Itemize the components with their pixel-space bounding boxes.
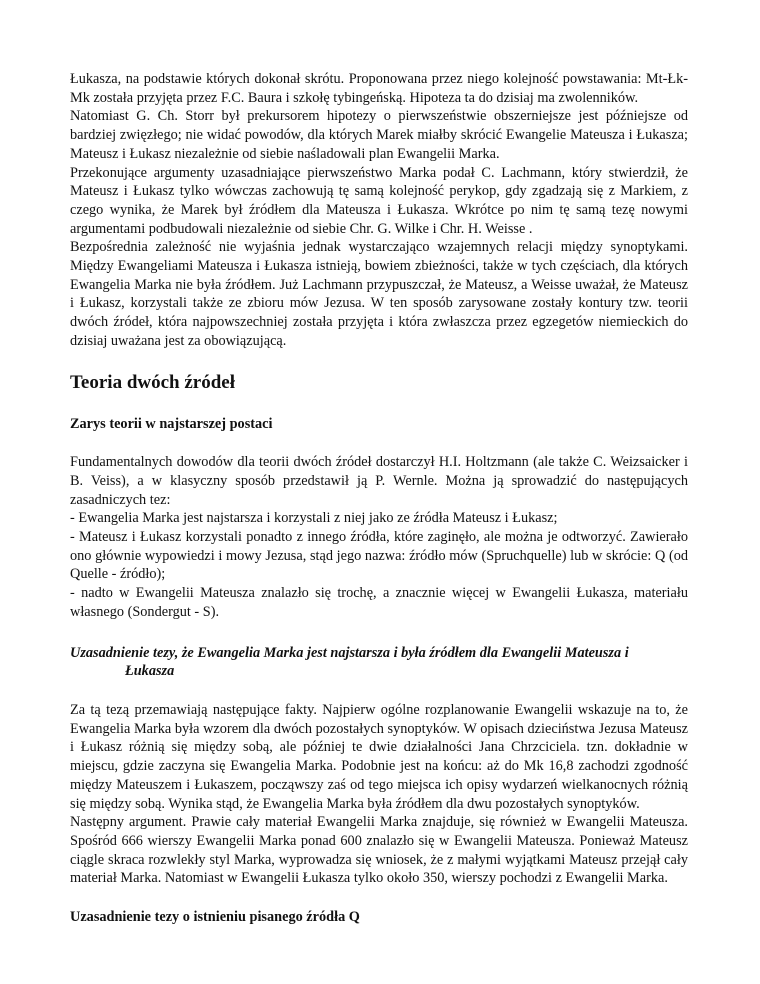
spacer (70, 681, 688, 701)
paragraph-intro-1: Łukasza, na podstawie których dokonał skrótu. Proponowana przez niego kolejność powstawania: Mt-Łk-Mk została przyjęta przez F.C. Baura i szkołę tybingeńską. Hipoteza ta do dzisiaj ma zwolenników. (70, 71, 688, 106)
paragraph-intro-4: Bezpośrednia zależność nie wyjaśnia jednak wystarczająco wzajemnych relacji między synoptykami. Między Ewangeliami Mateusza i Łukasza istnieją, bowiem zbieżności, także w tych częściach, dla których Ewangelia Marka nie była źródłem. Już Lachmann przypuszczał, że Mateusz, a Weisse uważał, że Mateusz i Łukasz, korzystali także ze zbioru mów Jezusa. W ten sposób zarysowane zostały kontury tzw. teorii dwóch źródeł, która najpowszechniej została przyjęta i która zwłaszcza przez egzegetów niemieckich do dzisiaj uważana jest za obowiązującą. (70, 239, 688, 349)
paragraph-intro-3: Przekonujące argumenty uzasadniające pierwszeństwo Marka podał C. Lachmann, który stwierdził, że Mateusz i Łukasz tylko wówczas zachowują tę samą kolejność perykop, gdy zgadzają się z Markiem, z czego wynika, że Marek był źródłem dla Mateusza i Łukasza. Wkrótce po nim tę samą tezę nowymi argumentami podbudowali niezależnie od siebie Chr. G. Wilke i Chr. H. Weisse . (70, 164, 688, 237)
paragraph-argument-2: Następny argument. Prawie cały materiał Ewangelii Marka znajduje, się również w Ewangelii Mateusza. Spośród 666 wierszy Ewangelii Marka ponad 600 znalazło się w Ewangelii Mateusza. Ponieważ Mateusz ciągle skraca rozwlekły styl Marka, wyprowadza się wniosek, że z małymi wyjątkami Mateusz przejął cały materiał Marka. Natomiast w Ewangelii Łukasza tylko około 350, wierszy pochodzi z Ewangelii Marka. (70, 814, 688, 887)
paragraph-theory-3: - Mateusz i Łukasz korzystali ponadto z innego źródła, które zaginęło, ale można je odtworzyć. Zawierało ono głównie wypowiedzi i mowy Jezusa, stąd jego nazwa: źródło mów (Spruchquelle) lub w skrócie: Q (od Quelle - źródło); (70, 529, 688, 583)
subtitle-mark-priority (70, 644, 688, 681)
document-body (70, 70, 688, 927)
subtitle-mark-priority-line1: Uzasadnienie tezy, że Ewangelia Marka jest najstarsza i była źródłem dla Ewangelii Mateusza i (70, 644, 629, 661)
paragraph-theory-1: Fundamentalnych dowodów dla teorii dwóch źródeł dostarczył H.I. Holtzmann (ale także C. Weizsaicker i B. Veiss), a w klasyczny sposób przedstawił ją P. Wernle. Można ją sprowadzić do następujących zasadniczych tez: (70, 454, 688, 508)
subtitle-theory-outline: Zarys teorii w najstarszej postaci (70, 415, 273, 432)
paragraph-theory-2: - Ewangelia Marka jest najstarsza i korzystali z niej jako ze źródła Mateusz i Łukasz; (70, 510, 558, 527)
section-title: Teoria dwóch źródeł (70, 371, 236, 393)
paragraph-theory-4: - nadto w Ewangelii Mateusza znalazło się trochę, a znacznie więcej w Ewangelii Łukasza, materiału własnego (Sondergut - S). (70, 585, 688, 620)
paragraph-argument-1: Za tą tezą przemawiają następujące fakty. Najpierw ogólne rozplanowanie Ewangelii wskazuje na to, że Ewangelia Marka była wzorem dla dwóch pozostałych synoptyków. W opisach dzieciństwa Jezusa Mateusz i Łukasz różnią się między sobą, ale później te dwie działalności Jana Chrzciciela. tzn. dokładnie w miejscu, gdzie zaczyna się Ewangelia Marka. Podobnie jest na końcu: aż do Mk 16,8 zachodzi zgodność między Mateuszem i Łukaszem, począwszy zaś od tego miejsca ich opisy wydarzeń wielkanocnych różnią się między sobą. Wynika stąd, że Ewangelia Marka była źródłem dla dwu pozostałych synoptyków. (70, 701, 688, 812)
paragraph-intro-2: Natomiast G. Ch. Storr był prekursorem hipotezy o pierwszeństwie obszerniejsze jest późniejsze od bardziej zwięzłego; nie widać powodów, dla których Marek miałby skrócić Ewangelie Mateusza i Łukasza; Mateusz i Łukasz niezależnie od siebie naśladowali plan Ewangelii Marka. (70, 108, 688, 162)
subtitle-source-q: Uzasadnienie tezy o istnieniu pisanego źródła Q (70, 909, 360, 926)
spacer (70, 433, 688, 453)
subtitle-mark-priority-line2: Łukasza (125, 663, 175, 680)
